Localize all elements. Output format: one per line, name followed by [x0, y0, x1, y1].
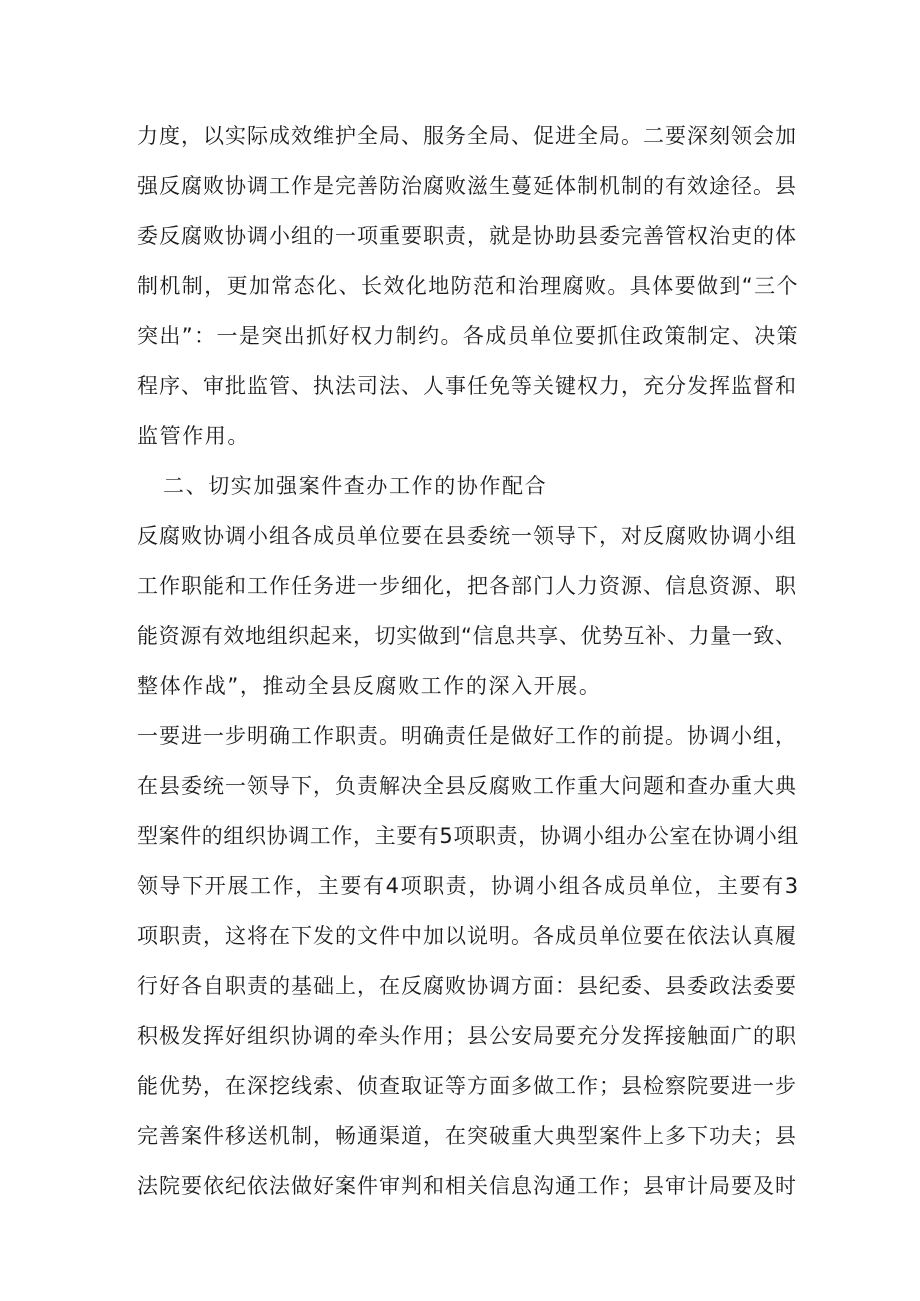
text-line: 领导下开展工作，主要有4项职责，协调小组各成员单位，主要有3 — [137, 874, 800, 898]
text-line: 工作职能和工作任务进一步细化，把各部门人力资源、信息资源、职 — [137, 574, 797, 598]
text-line: 反腐败协调小组各成员单位要在县委统一领导下，对反腐败协调小组 — [137, 524, 797, 548]
text-line: 整体作战”，推动全县反腐败工作的深入开展。 — [137, 674, 602, 698]
text-line: 监管作用。 — [137, 424, 250, 448]
text-line: 行好各自职责的基础上，在反腐败协调方面：县纪委、县委政法委要 — [137, 974, 797, 998]
text-line: 在县委统一领导下，负责解决全县反腐败工作重大问题和查办重大典 — [137, 774, 797, 798]
text-line: 力度，以实际成效维护全局、服务全局、促进全局。二要深刻领会加 — [137, 124, 797, 148]
text-line: 委反腐败协调小组的一项重要职责，就是协助县委完善管权治吏的体 — [137, 224, 797, 248]
text-line: 法院要依纪依法做好案件审判和相关信息沟通工作；县审计局要及时 — [137, 1174, 797, 1198]
text-line: 强反腐败协调工作是完善防治腐败滋生蔓延体制机制的有效途径。县 — [137, 174, 797, 198]
text-line: 项职责，这将在下发的文件中加以说明。各成员单位要在依法认真履 — [137, 924, 797, 948]
text-line: 型案件的组织协调工作，主要有5项职责，协调小组办公室在协调小组 — [137, 824, 799, 848]
text-line: 能优势，在深挖线索、侦查取证等方面多做工作；县检察院要进一步 — [137, 1074, 797, 1098]
text-line: 制机制，更加常态化、长效化地防范和治理腐败。具体要做到“三个 — [137, 274, 799, 298]
text-line: 程序、审批监管、执法司法、人事任免等关键权力，充分发挥监督和 — [137, 374, 797, 398]
text-line: 完善案件移送机制，畅通渠道，在突破重大典型案件上多下功夫；县 — [137, 1124, 797, 1148]
text-line: 能资源有效地组织起来，切实做到“信息共享、优势互补、力量一致、 — [137, 624, 797, 648]
text-line: 突出”：一是突出抓好权力制约。各成员单位要抓住政策制定、决策 — [137, 324, 799, 348]
section-heading: 二、切实加强案件查办工作的协作配合 — [163, 474, 548, 498]
text-line: 积极发挥好组织协调的牵头作用；县公安局要充分发挥接触面广的职 — [137, 1024, 797, 1048]
text-line: 一要进一步明确工作职责。明确责任是做好工作的前提。协调小组， — [137, 724, 797, 748]
